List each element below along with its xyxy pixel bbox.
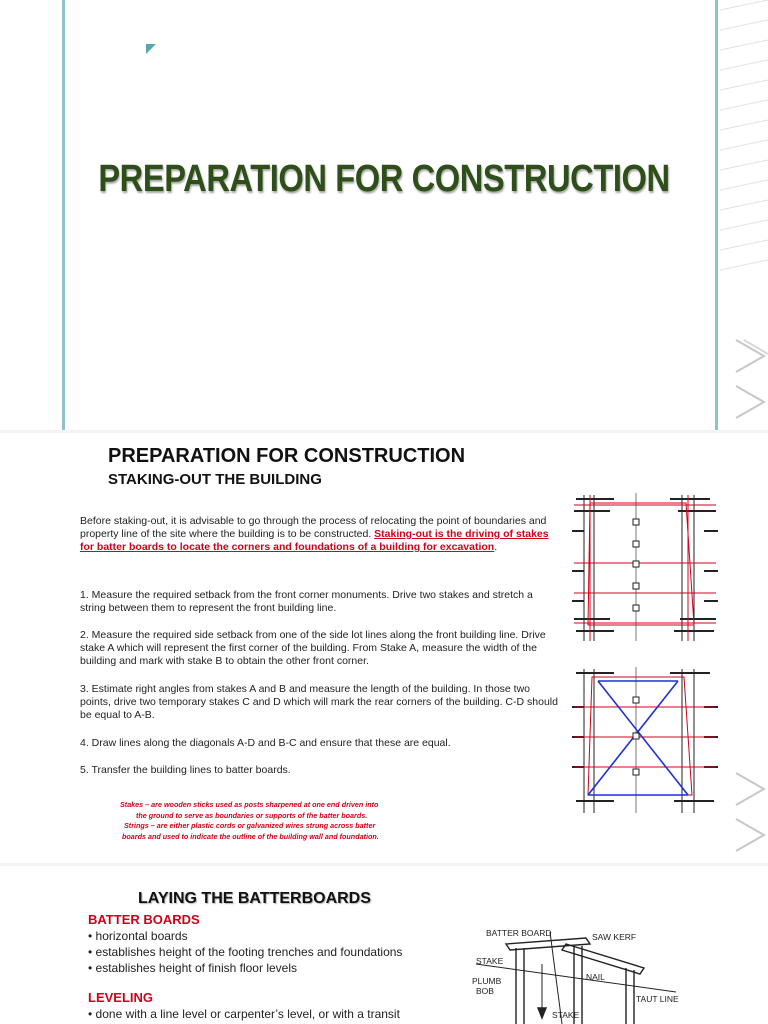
label-saw-kerf: SAW KERF	[592, 932, 637, 942]
list-item: • establishes height of the footing trenches and foundations	[88, 944, 402, 960]
label-stake-top: STAKE	[476, 956, 504, 966]
diagonal-hatch-decoration	[720, 0, 768, 300]
label-plumb: PLUMB	[472, 976, 502, 986]
intro-paragraph	[80, 515, 558, 554]
batter-board-diagram	[466, 924, 696, 1024]
list-item: • establishes height of finish floor levels	[88, 960, 402, 976]
note-line-2: the ground to serve as boundaries or supports of the batter boards.	[136, 810, 368, 820]
label-taut-line: TAUT LINE	[636, 994, 679, 1004]
page-title: PREPARATION FOR CONSTRUCTION	[98, 158, 670, 200]
leveling-list	[88, 1006, 400, 1022]
note-line-4: boards and used to indicate the outline of the building wall and foundation.	[122, 831, 379, 841]
slide-subheading: STAKING-OUT THE BUILDING	[108, 471, 322, 488]
definition-highlight: Staking-out is the driving of stakes for batter boards to locate the corners and foundations of a building for excavation	[80, 528, 549, 553]
slide-title	[0, 0, 768, 430]
leveling-heading: LEVELING	[88, 990, 154, 1005]
label-batter-board: BATTER BOARD	[486, 928, 552, 938]
step-5: 5. Transfer the building lines to batter boards.	[80, 764, 291, 776]
corner-triangle-icon	[146, 44, 158, 56]
intro-text: Before staking-out, it is advisable to go through the process of relocating the point of boundaries and property line of the site where the building is to be constructed.	[80, 515, 547, 540]
batter-boards-heading: BATTER BOARDS	[88, 912, 200, 927]
list-item: • horizontal boards	[88, 928, 402, 944]
step-1: 1. Measure the required setback from the front corner monuments. Drive two stakes and stretch a string between them to represent the front building line.	[80, 589, 533, 614]
left-border-line	[62, 0, 65, 430]
label-nail: NAIL	[586, 972, 605, 982]
slide-batterboards	[0, 866, 768, 1024]
step-3: 3. Estimate right angles from stakes A and B and measure the length of the building. In those two points, drive two temporary stakes C and D which will mark the rear corners of the building. C-D should be equal to A-B.	[80, 683, 558, 721]
slide-heading: PREPARATION FOR CONSTRUCTION	[108, 445, 466, 467]
label-stake-bottom: STAKE	[552, 1010, 580, 1020]
chevron-decoration-icon	[730, 320, 768, 430]
stake-layout-diagram	[570, 491, 720, 651]
list-item: • done with a line level or carpenter’s level, or with a transit	[88, 1006, 400, 1022]
batter-boards-list	[88, 928, 402, 976]
step-2: 2. Measure the required side setback from one of the side lot lines along the front building line. Drive stake A which will represent the first corner of the building. From Stake A, measure the width of the building and mark with stake B to obtain the other front corner.	[80, 629, 546, 667]
step-4: 4. Draw lines along the diagonals A-D and B-C and ensure that these are equal.	[80, 737, 451, 749]
slide-staking-out	[0, 433, 768, 863]
chevron-decoration-icon	[730, 763, 768, 863]
note-line-1: Stakes – are wooden sticks used as posts sharpened at one end driven into	[120, 800, 379, 809]
intro-end: .	[494, 541, 498, 553]
label-bob: BOB	[476, 986, 494, 996]
note-line-3: Strings – are either plastic cords or galvanized wires strung across batter	[124, 821, 376, 830]
diagonal-check-diagram	[570, 667, 720, 817]
right-border-line	[715, 0, 718, 430]
definitions-note	[110, 800, 430, 842]
slide-heading: LAYING THE BATTERBOARDS	[138, 890, 371, 907]
